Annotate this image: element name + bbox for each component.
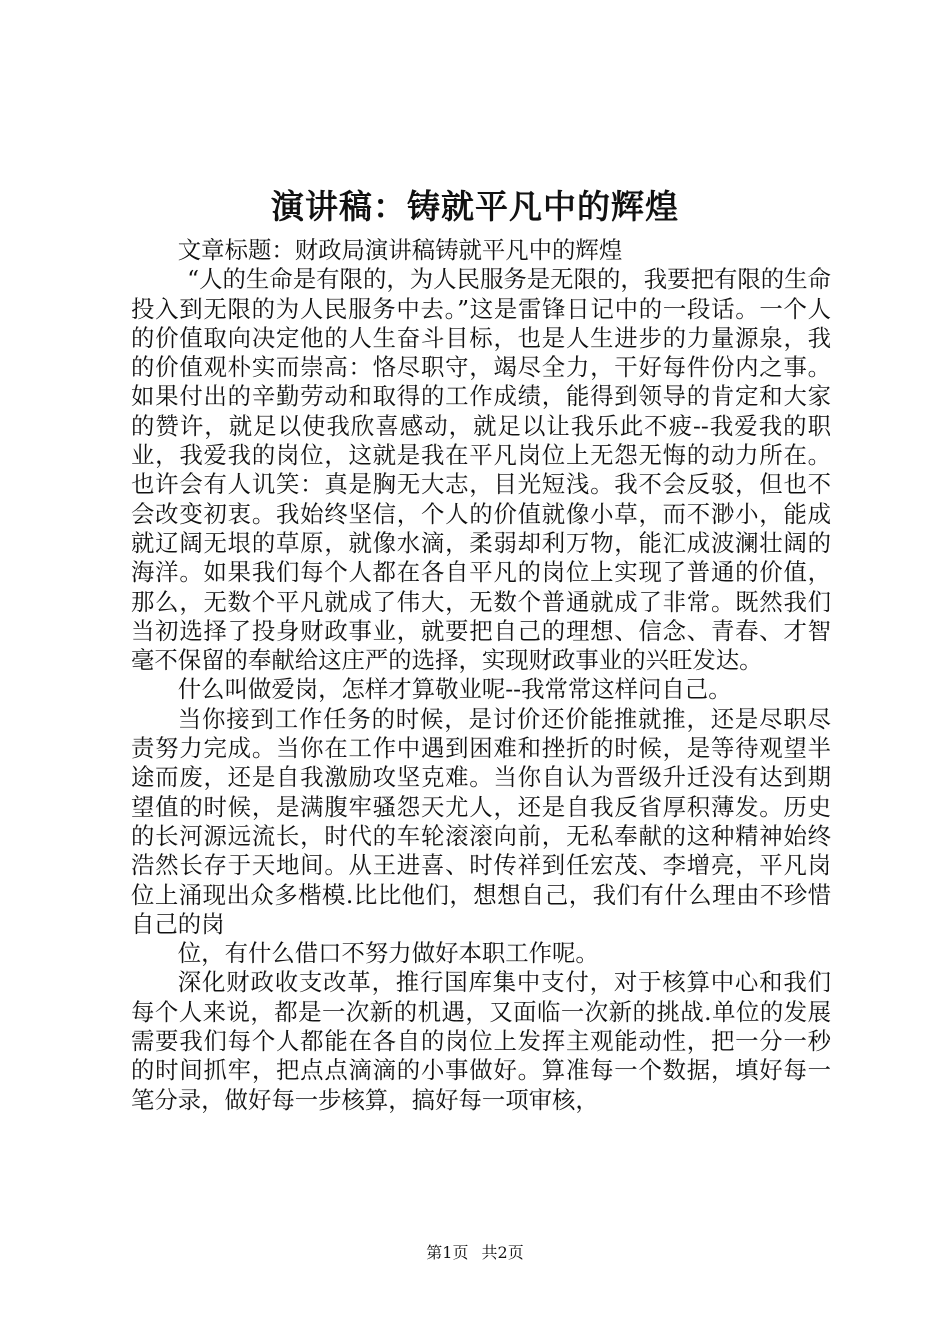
paragraph-question: 什么叫做爱岗，怎样才算敬业呢--我常常这样问自己。: [177, 675, 732, 704]
paragraph-reform: 深化财政收支改革，推行国库集中支付，对于核算中心和我们每个人来说，都是一次新的机遇，又面临一次新的挑战.单位的发展需要我们每个人都能在各自的岗位上发挥主观能动性，把一分一秒的时间抓牢，把点点滴滴的小事做好。算准每一个数据，填好每一笔分录，做好每一步核算，搞好每一项审核，: [131, 968, 831, 1114]
page-number-current: 第1页: [426, 1243, 469, 1262]
paragraph-article-title: 文章标题：财政局演讲稿铸就平凡中的辉煌: [177, 236, 623, 264]
document-body: [131, 236, 831, 1115]
paragraph-lei-feng-quote: “人的生命是有限的，为人民服务是无限的，我要把有限的生命投入到无限的为人民服务中去。”这是雷锋日记中的一段话。一个人的价值取向决定他的人生奋斗目标，也是人生进步的力量源泉，我的价值观朴实而崇高：恪尽职守，竭尽全力，干好每件份内之事。如果付出的辛勤劳动和取得的工作成绩，能得到领导的肯定和大家的赞许，就足以使我欣喜感动，就足以让我乐此不疲--我爱我的职业，我爱我的岗位，这就是我在平凡岗位上无怨无悔的动力所在。也许会有人讥笑：真是胸无大志，目光短浅。我不会反驳，但也不会改变初衷。我始终坚信，个人的价值就像小草，而不渺小，能成就辽阔无垠的草原，就像水滴，柔弱却利万物，能汇成波澜壮阔的海洋。如果我们每个人都在各自平凡的岗位上实现了普通的价值，那么，无数个平凡就成了伟大，无数个普通就成了非常。既然我们当初选择了投身财政事业，就要把自己的理想、信念、青春、才智毫不保留的奉献给这庄严的选择，实现财政事业的兴旺发达。: [131, 265, 831, 675]
document-title: 演讲稿：铸就平凡中的辉煌: [271, 187, 679, 226]
page-number-total: 共2页: [481, 1243, 524, 1262]
paragraph-work-attitude: 当你接到工作任务的时候，是讨价还价能推就推，还是尽职尽责努力完成。当你在工作中遇到困难和挫折的时候，是等待观望半途而废，还是自我激励攻坚克难。当你自认为晋级升迁没有达到期望值的时候，是满腹牢骚怨天尤人，还是自我反省厚积薄发。历史的长河源远流长，时代的车轮滚滚向前，无私奉献的这种精神始终浩然长存于天地间。从王进喜、时传祥到任宏茂、李增亮，平凡岗位上涌现出众多楷模.比比他们，想想自己，我们有什么理由不珍惜自己的岗: [131, 704, 831, 938]
page-footer: [0, 1242, 950, 1264]
paragraph-continuation: 位，有什么借口不努力做好本职工作呢。: [177, 939, 599, 968]
